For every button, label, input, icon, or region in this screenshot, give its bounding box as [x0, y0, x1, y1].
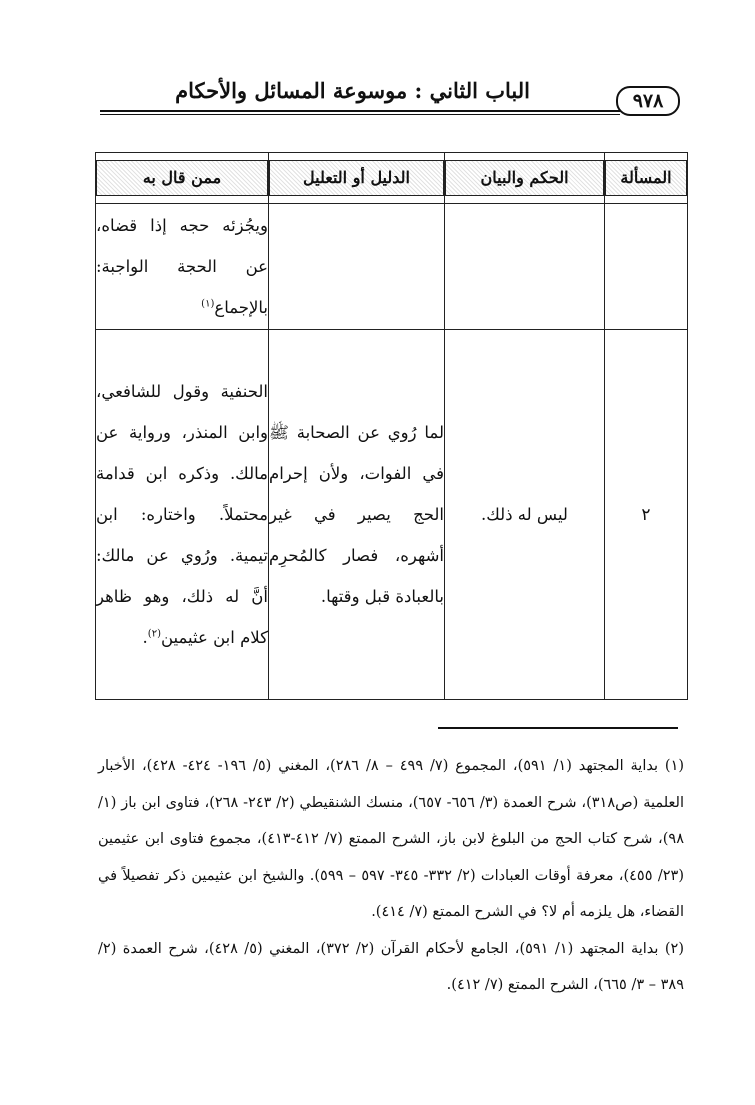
header-divider — [100, 110, 620, 112]
footnote-ref: (١) — [201, 298, 215, 310]
page-number-badge: ٩٧٨ — [616, 86, 680, 116]
evidence-cell: لما رُوي عن الصحابة ﷺ في الفوات، ولأن إحرام الحج يصير في غير أشهره، فصار كالمُحرِم بالعبادة قبل وقتها. — [269, 330, 445, 700]
column-header-issue: المسألة — [605, 153, 688, 204]
footnote-ref: (٢) — [147, 628, 161, 640]
footnote-text: (١) بداية المجتهد (١/ ٥٩١)، المجموع (٧/ ٤٩٩ – ٨/ ٢٨٦)، المغني (٥/ ١٩٦- ٤٢٤- ٤٢٨)، الأخبار العلمية (ص٣١٨)، شرح العمدة (٣/ ٦٥٦- ٦٥٧)، منسك الشنقيطي (٢/ ٢٤٣- ٢٦٨)، فتاوى ابن باز (١/ ٩٨)، شرح كتاب الحج من البلوغ لابن باز، الشرح الممتع (٧/ ٤١٢-٤١٣)، مجموع فتاوى ابن عثيمين (٢٣/ ٤٥٥)، معرفة أوقات العبادات (٢/ ٣٣٢- ٣٤٥- ٥٩٧ – ٥٩٩). والشيخ ابن عثيمين ذكر تفصيلاً في القضاء، هل يلزمه أم لا؟ في الشرح الممتع (٧/ ٤١٤). — [98, 758, 685, 920]
header-divider-thin — [100, 114, 620, 115]
footnote-1 — [98, 748, 684, 931]
ruling-cell: ليس له ذلك. — [445, 330, 605, 700]
evidence-cell — [269, 204, 445, 330]
who-said-text: الحنفية وقول للشافعي، وابن المنذر، ورواية عن مالك. وذكره ابن قدامة محتملاً. واختاره: ابن تيمية. ورُوي عن مالك: أنَّ له ذلك، وهو ظاهر كلام ابن عثيمين — [96, 382, 268, 647]
column-header-who-said: ممن قال به — [96, 153, 269, 204]
column-header-ruling: الحكم والبيان — [445, 153, 605, 204]
who-said-end: . — [142, 628, 148, 647]
column-header-evidence: الدليل أو التعليل — [269, 153, 445, 204]
footnote-divider — [438, 727, 678, 729]
issue-number-cell: ٢ — [605, 330, 688, 700]
issue-number-cell — [605, 204, 688, 330]
table-header-row — [96, 153, 688, 204]
table-row — [96, 204, 688, 330]
who-said-text: ويجُزئه حجه إذا قضاه، عن الحجة الواجبة: بالإجماع — [96, 216, 268, 317]
page-header — [100, 78, 680, 118]
who-said-cell — [96, 330, 269, 700]
page-title: الباب الثاني : موسوعة المسائل والأحكام — [175, 78, 530, 103]
footnote-text: (٢) بداية المجتهد (١/ ٥٩١)، الجامع لأحكام القرآن (٢/ ٣٧٢)، المغني (٥/ ٤٢٨)، شرح العمدة (٢/ ٣٨٩ – ٣/ ٦٦٥)، الشرح الممتع (٧/ ٤١٢). — [98, 940, 684, 993]
footnote-2 — [98, 931, 684, 1004]
ruling-cell — [445, 204, 605, 330]
rulings-table — [95, 152, 688, 700]
table-row — [96, 330, 688, 700]
footnotes — [98, 748, 684, 1004]
who-said-cell — [96, 204, 269, 330]
